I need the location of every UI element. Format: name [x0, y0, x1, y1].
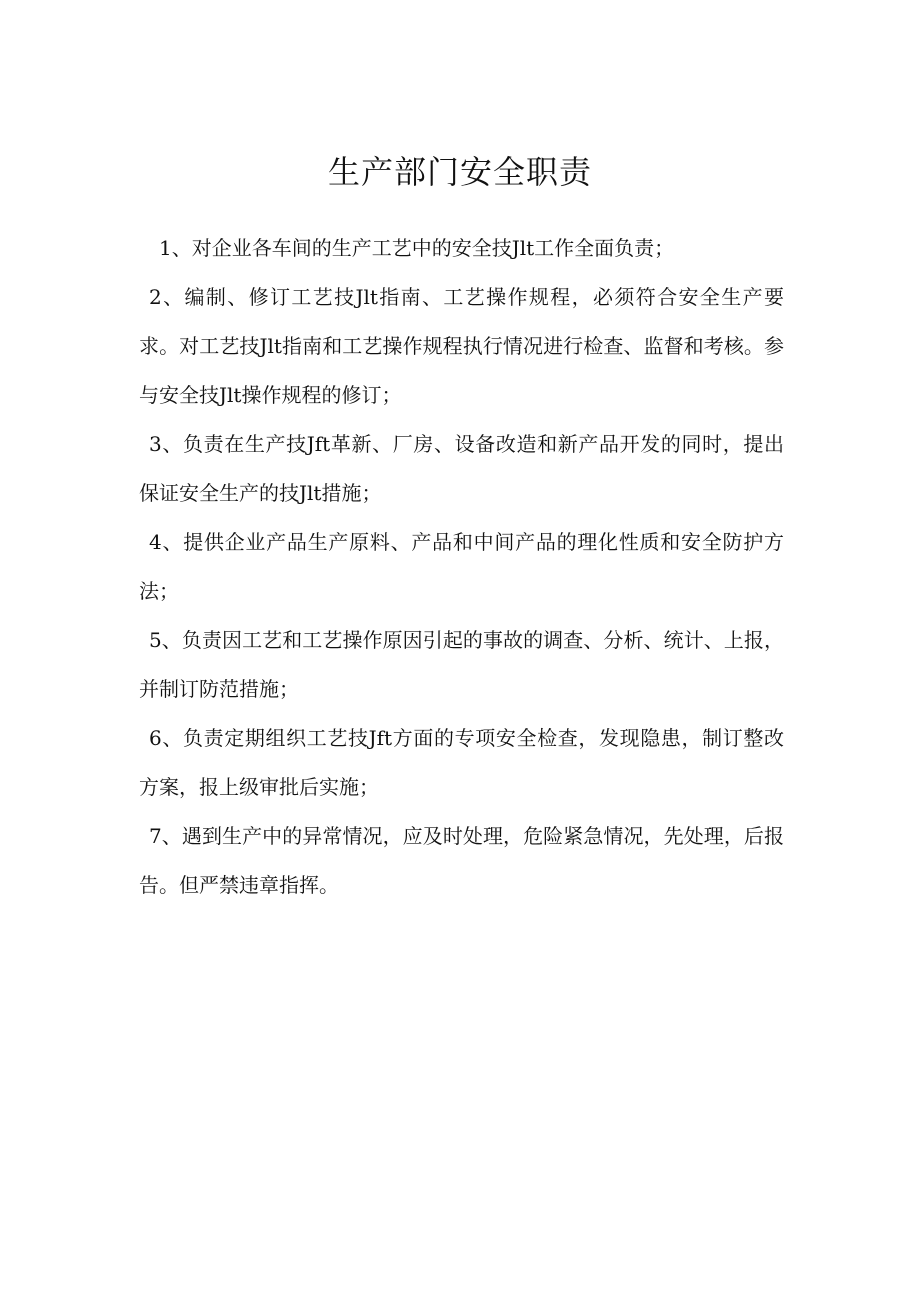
duty-item-5: 5、负责因工艺和工艺操作原因引起的事故的调查、分析、统计、上报，并制订防范措施； [139, 628, 784, 701]
duty-item-7: 7、遇到生产中的异常情况，应及时处理，危险紧急情况，先处理，后报告。但严禁违章指挥。 [139, 824, 784, 897]
duty-item-4: 4、提供企业产品生产原料、产品和中间产品的理化性质和安全防护方法； [139, 530, 784, 603]
duty-item-6: 6、负责定期组织工艺技Jft方面的专项安全检查，发现隐患，制订整改方案，报上级审批后实施； [139, 726, 784, 799]
duty-item-1: 1、对企业各车间的生产工艺中的安全技Jlt工作全面负责； [159, 236, 675, 260]
document-body [139, 224, 784, 910]
document-title: 生产部门安全职责 [327, 153, 592, 191]
duty-item-3: 3、负责在生产技Jft革新、厂房、设备改造和新产品开发的同时，提出保证安全生产的技Jlt措施； [139, 432, 784, 505]
duty-item-2: 2、编制、修订工艺技Jlt指南、工艺操作规程，必须符合安全生产要求。对工艺技Jlt指南和工艺操作规程执行情况进行检查、监督和考核。参与安全技Jlt操作规程的修订； [139, 285, 784, 407]
